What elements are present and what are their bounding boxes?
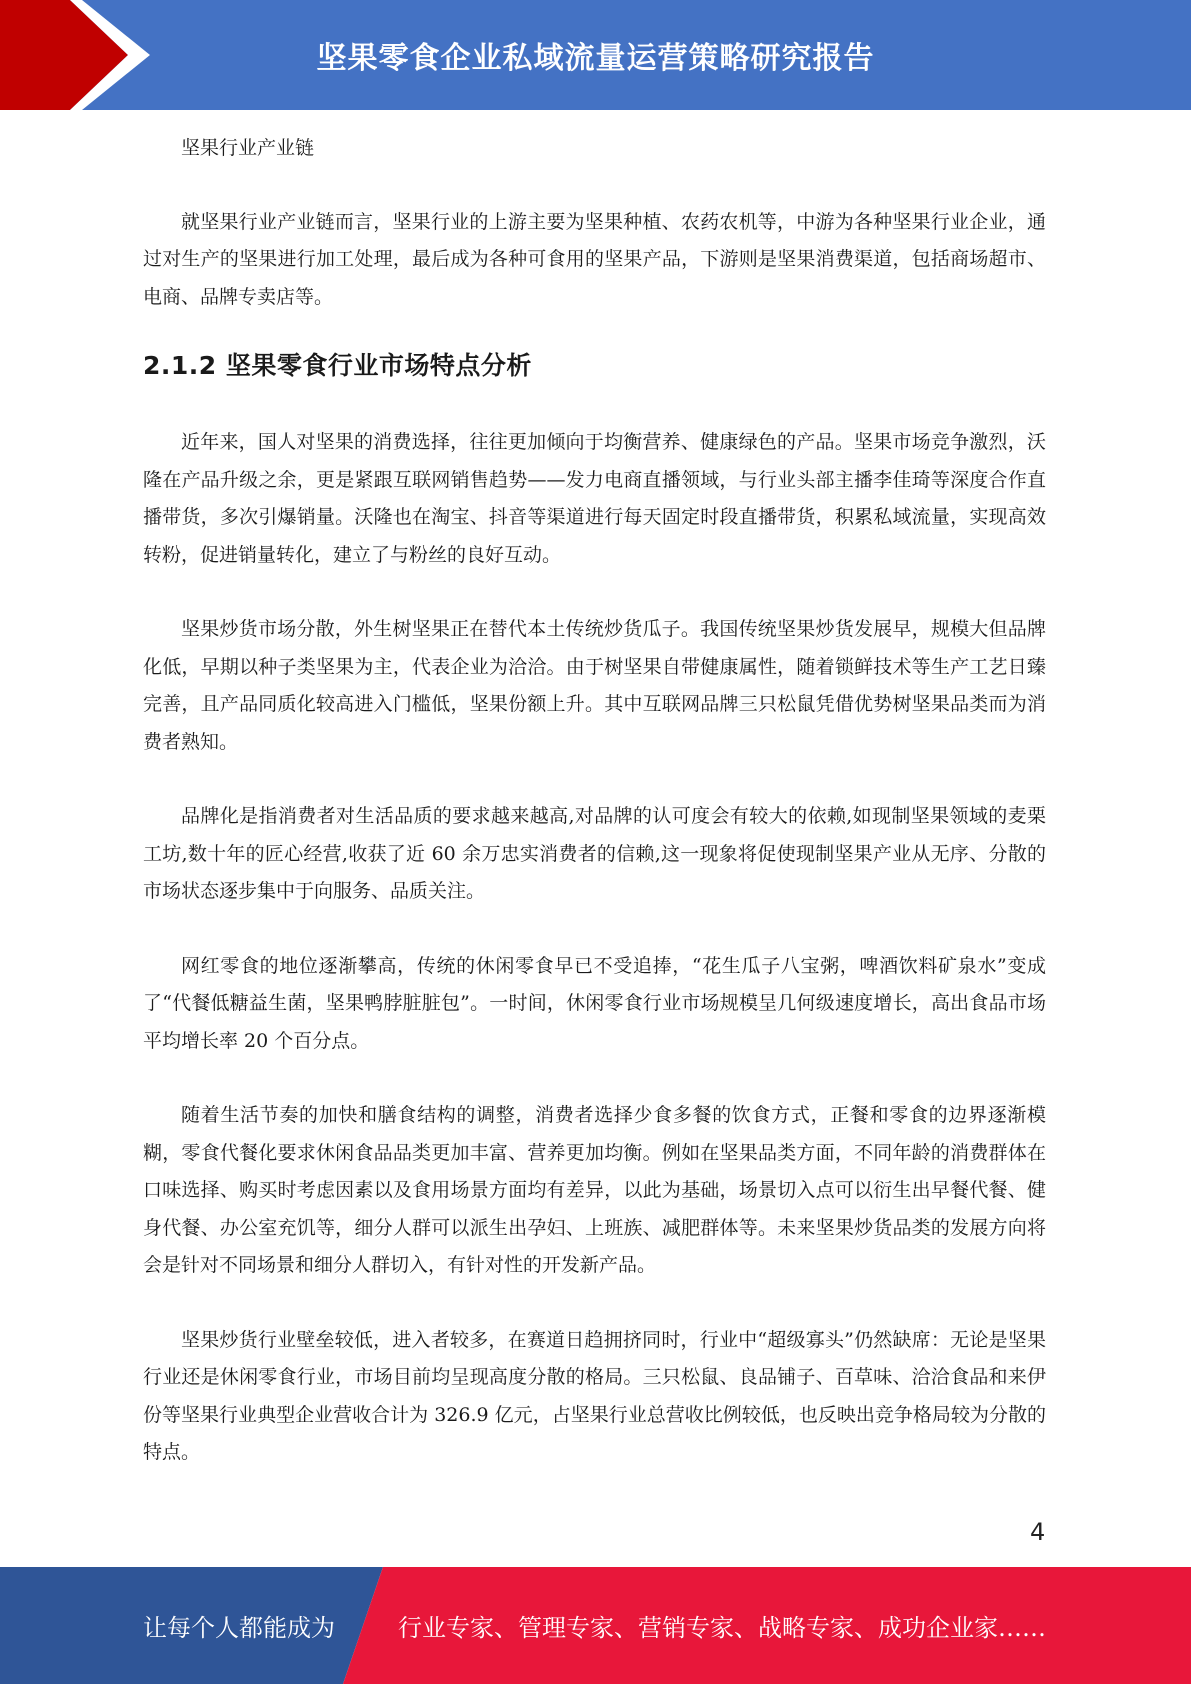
section-heading: 2.1.2 坚果零食行业市场特点分析 (143, 351, 532, 380)
paragraph-meal-replacement: 随着生活节奏的加快和膳食结构的调整，消费者选择少食多餐的饮食方式，正餐和零食的边界逐渐模糊，零食代餐化要求休闲食品品类更加丰富、营养更加均衡。例如在坚果品类方面，不同年龄的消费群体在口味选择、购买时考虑因素以及食用场景方面均有差异，以此为基础，场景切入点可以衍生出早餐代餐、健身代餐、办公室充饥等，细分人群可以派生出孕妇、上班族、减肥群体等。未来坚果炒货品类的发展方向将会是针对不同场景和细分人群切入，有针对性的开发新产品。 (143, 1104, 1046, 1276)
paragraph-branding: 品牌化是指消费者对生活品质的要求越来越高,对品牌的认可度会有较大的依赖,如现制坚果领域的麦栗工坊,数十年的匠心经营,收获了近 60 余万忠实消费者的信赖,这一现象将促使现制坚果产业从无序、分散的市场状态逐步集中于向服务、品质关注。 (143, 805, 1046, 902)
page-body (143, 130, 1046, 1472)
paragraph-industry-chain: 就坚果行业产业链而言，坚果行业的上游主要为坚果种植、农药农机等，中游为各种坚果行业企业，通过对生产的坚果进行加工处理，最后成为各种可食用的坚果产品，下游则是坚果消费渠道，包括商场超市、电商、品牌专卖店等。 (143, 210, 1046, 308)
footer-slogan-left: 让每个人都能成为 (143, 1614, 335, 1642)
footer-slogan-right: 行业专家、管理专家、营销专家、战略专家、成功企业家…… (398, 1614, 1046, 1642)
paragraph-market-dispersion: 坚果炒货市场分散，外生树坚果正在替代本土传统炒货瓜子。我国传统坚果炒货发展早，规模大但品牌化低，早期以种子类坚果为主，代表企业为洽洽。由于树坚果自带健康属性，随着锁鲜技术等生产工艺日臻完善，且产品同质化较高进入门槛低，坚果份额上升。其中互联网品牌三只松鼠凭借优势树坚果品类而为消费者熟知。 (143, 618, 1046, 753)
paragraph-competition: 坚果炒货行业壁垒较低，进入者较多，在赛道日趋拥挤同时，行业中“超级寡头”仍然缺席：无论是坚果行业还是休闲零食行业，市场目前均呈现高度分散的格局。三只松鼠、良品铺子、百草味、洽洽食品和来伊份等坚果行业典型企业营收合计为 326.9 亿元，占坚果行业总营收比例较低，也反映出竞争格局较为分散的特点。 (143, 1328, 1046, 1463)
page-header (0, 0, 1191, 110)
figure-caption: 坚果行业产业链 (181, 137, 315, 159)
page-number: 4 (1030, 1518, 1046, 1546)
report-title: 坚果零食企业私域流量运营策略研究报告 (316, 41, 875, 76)
paragraph-consumer-choice: 近年来，国人对坚果的消费选择，往往更加倾向于均衡营养、健康绿色的产品。坚果市场竞争激烈，沃隆在产品升级之余，更是紧跟互联网销售趋势——发力电商直播领域，与行业头部主播李佳琦等深度合作直播带货，多次引爆销量。沃隆也在淘宝、抖音等渠道进行每天固定时段直播带货，积累私域流量，实现高效转粉，促进销量转化，建立了与粉丝的良好互动。 (143, 431, 1046, 566)
page-footer (0, 1567, 1191, 1684)
paragraph-internet-snacks: 网红零食的地位逐渐攀高，传统的休闲零食早已不受追捧，“花生瓜子八宝粥，啤酒饮料矿泉水”变成了“代餐低糖益生菌，坚果鸭脖脏脏包”。一时间，休闲零食行业市场规模呈几何级速度增长，高出食品市场平均增长率 20 个百分点。 (143, 954, 1046, 1052)
